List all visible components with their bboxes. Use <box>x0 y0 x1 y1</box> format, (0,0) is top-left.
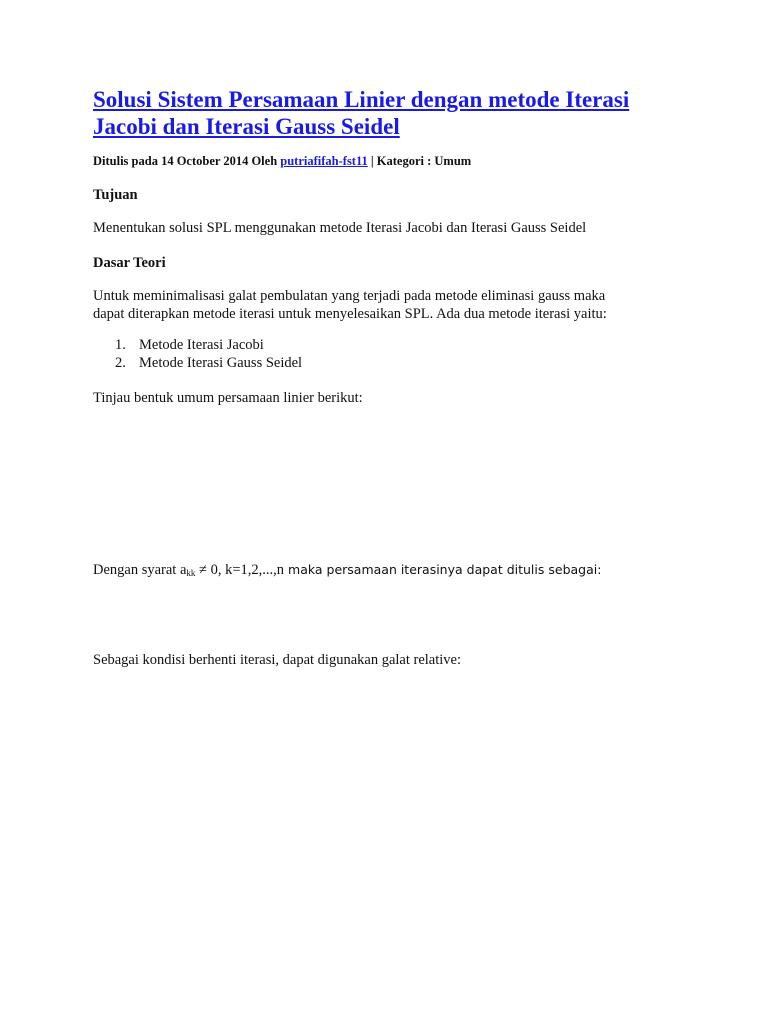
list-item-number: 2. <box>115 355 126 371</box>
meta-date-prefix: Ditulis pada 14 October 2014 Oleh <box>93 154 281 168</box>
article-meta <box>93 154 471 169</box>
syarat-text <box>93 561 601 582</box>
list-item <box>93 336 302 354</box>
syarat-prefix: Dengan syarat a <box>93 562 187 578</box>
dasar-teori-line-1: Untuk meminimalisasi galat pembulatan yang terjadi pada metode eliminasi gauss maka <box>93 288 606 304</box>
list-item-label: Metode Iterasi Jacobi <box>139 337 264 353</box>
tinjau-text: Tinjau bentuk umum persamaan linier berikut: <box>93 390 363 406</box>
article-title-link[interactable]: Solusi Sistem Persamaan Linier dengan metode Iterasi Jacobi dan Iterasi Gauss Seidel <box>93 87 630 139</box>
tujuan-text: Menentukan solusi SPL menggunakan metode Iterasi Jacobi dan Iterasi Gauss Seidel <box>93 220 587 236</box>
article-title <box>93 86 693 140</box>
syarat-condition: ≠ 0, k=1,2,...,n <box>195 562 285 578</box>
methods-list <box>93 336 302 372</box>
dasar-teori-line-2: dapat diterapkan metode iterasi untuk menyelesaikan SPL. Ada dua metode iterasi yaitu: <box>93 306 607 322</box>
syarat-suffix: maka persamaan iterasinya dapat ditulis sebagai: <box>284 562 602 577</box>
list-item <box>93 354 302 372</box>
heading-dasar-teori: Dasar Teori <box>93 255 166 271</box>
heading-tujuan: Tujuan <box>93 187 138 203</box>
list-item-number: 1. <box>115 337 126 353</box>
list-item-label: Metode Iterasi Gauss Seidel <box>139 355 303 371</box>
meta-category: | Kategori : Umum <box>367 154 472 168</box>
kondisi-text: Sebagai kondisi berhenti iterasi, dapat digunakan galat relative: <box>93 652 462 668</box>
syarat-subscript: kk <box>186 568 196 578</box>
author-link[interactable]: putriafifah-fst11 <box>280 154 368 168</box>
